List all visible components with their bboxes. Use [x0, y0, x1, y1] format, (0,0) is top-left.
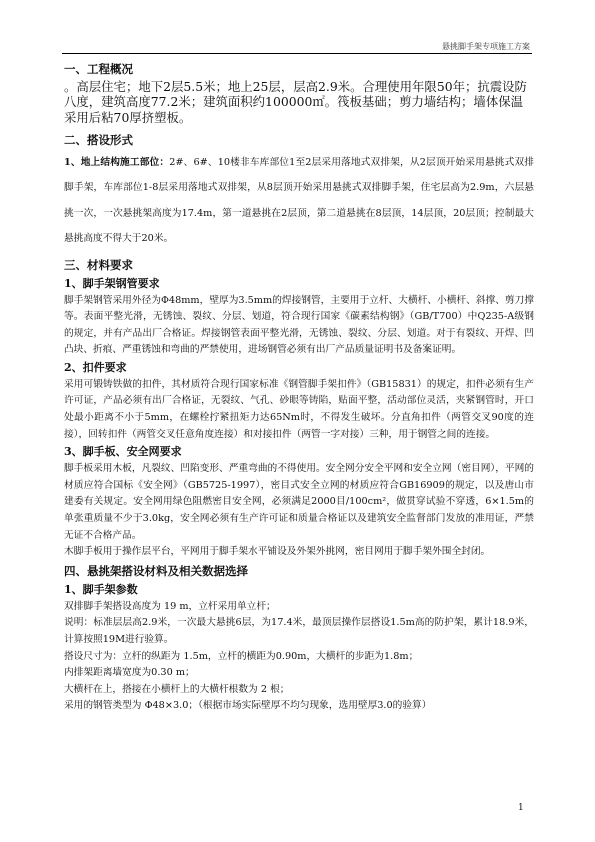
section3-sub3-text2: 木脚手板用于操作层平台，平网用于脚手架水平铺设及外架外挑网，密目网用于脚手架外围全封闭。	[64, 546, 491, 558]
section3-sub2-heading: 2、扣件要求	[64, 360, 127, 374]
document-body	[64, 59, 534, 715]
section3-sub2-text: 采用可锻铸铁做的扣件，其材质符合现行国家标准《钢管脚手架扣件》（GB15831）的规定，扣件必须有生产许可证，产品必须有出厂合格证，无裂纹、气孔、砂眼等铸陷，贴面平整，活动部位灵活，夹紧钢管时，开口处最小距离不小于5mm，在螺栓拧紧扭矩力达65Nm时，不得发生破坏。分直角扣件（两管交叉90度的连接），回转扣件（两管交叉任意角度连接）和对接扣件（两管一字对接）三种，用于钢管之间的连接。	[64, 378, 534, 440]
param-line: 内排架距离墙宽度为0.30 m；	[64, 667, 195, 679]
param-line: 双排脚手架搭设高度为 19 m，立杆采用单立杆；	[64, 600, 276, 612]
section4-sub1-heading: 1、脚手架参数	[64, 582, 138, 596]
page-number: 1	[518, 803, 524, 813]
param-line: 搭设尺寸为：立杆的纵距为 1.5m，立杆的横距为0.90m，大横杆的步距为1.8m；	[64, 650, 419, 662]
section3-sub3-heading: 3、脚手板、安全网要求	[64, 445, 182, 459]
section1-heading: 一、工程概况	[64, 62, 133, 76]
header-rule	[62, 53, 532, 54]
section3-sub1-text: 脚手架钢管采用外径为Φ48mm，壁厚为3.5mm的焊接钢管，主要用于立杆、大横杆、小横杆、斜撑、剪刀撑等。表面平整光滑，无锈蚀、裂纹、分层、划道，符合现行国家《碳素结构钢》（GB/T700）中Q235-A级钢的规定，并有产品出厂合格证。焊接钢管表面平整光滑，无锈蚀、裂纹、分层、划道。对于有裂纹、开焊、凹凸块、折痕、严重锈蚀和弯曲的严禁使用，进场钢管必须有出厂产品质量证明书及备案证明。	[64, 294, 534, 356]
section3-heading: 三、材料要求	[64, 257, 133, 272]
running-header: 悬挑脚手架专项施工方案	[442, 42, 530, 51]
param-line: 说明：标准层层高2.9米，一次最大悬挑6层，为17.4米，最顶层操作层搭设1.5m高的防护架，累计18.9米，计算按照19M进行验算。	[64, 617, 534, 646]
section3-sub1-heading: 1、脚手架钢管要求	[64, 276, 160, 290]
section2-lead: 1、地上结构施工部位：	[64, 156, 170, 168]
section4-heading: 四、悬挑架搭设材料及相关数据选择	[64, 563, 248, 578]
section2-heading: 二、搭设形式	[64, 132, 133, 147]
section2-text: 2#、6#、10楼非车库部位1至2层采用落地式双排架，从2层顶开始采用悬挑式双排脚手架，车库部位1-8层采用落地式双排架，从8层顶开始采用悬挑式双排脚手架，住宅层高为2.9m，六层悬挑一次，一次悬挑架高度为17.4m，第一道悬挑在2层顶，第二道悬挑在8层顶，14层顶，20层顶；控制最大悬挑高度不得大于20米。	[64, 156, 534, 245]
section3-sub3-text: 脚手板采用木板，凡裂纹、凹陷变形、严重弯曲的不得使用。安全网分安全平网和安全立网（密目网），平网的材质应符合国标《安全网》（GB5725-1997），密目式安全立网的材质应符合GB16909的规定，以及唐山市建委有关规定。安全网用绿色阻燃密目安全网，必须满足2000目/100cm²，做贯穿试验不穿透，6×1.5m的单张重质量不少于3.0kg，安全网必须有生产许可证和质量合格证以及建筑安全监督部门发放的准用证，严禁无证不合格产品。	[64, 463, 534, 541]
param-line: 采用的钢管类型为 Φ48×3.0；（根据市场实际壁厚不均匀现象，选用壁厚3.0的验算）	[64, 700, 432, 712]
param-line: 大横杆在上，搭接在小横杆上的大横杆根数为 2 根；	[64, 683, 290, 695]
section2-paragraph	[64, 150, 534, 252]
section1-text: 。高层住宅；地下2层5.5米；地上25层，层高2.9米。合理使用年限50年；抗震设防八度，建筑高度77.2米；建筑面积约100000㎡。筏板基础；剪力墙结构；墙体保温采用后粘70厚挤塑板。	[64, 79, 527, 125]
